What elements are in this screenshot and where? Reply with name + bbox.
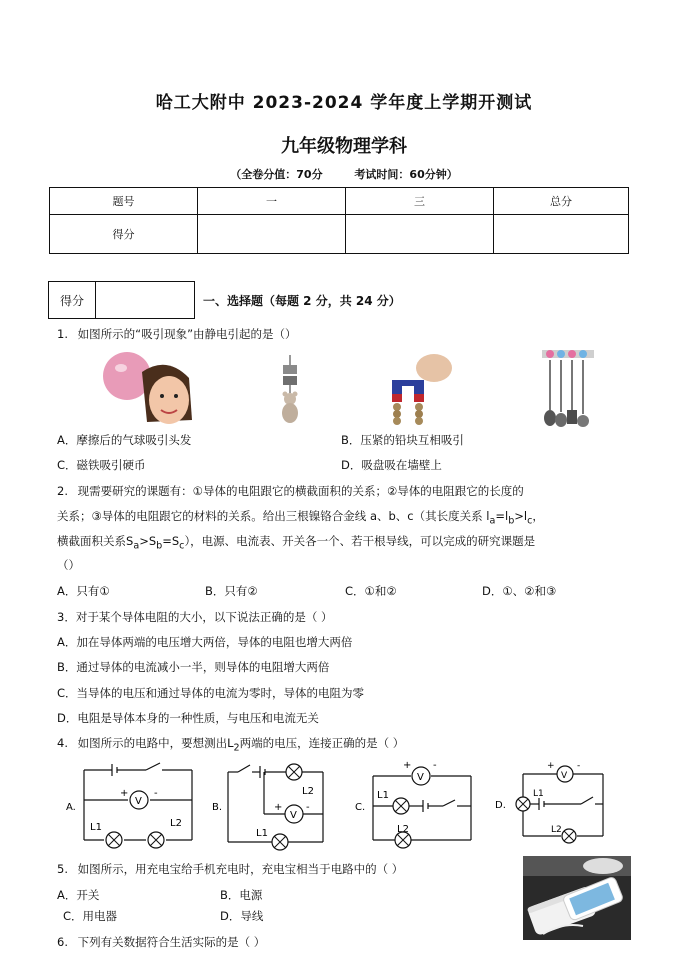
svg-text:V: V: [561, 771, 568, 781]
question-2-line-3: 横截面积关系$S_a>S_b=S_c$），电源、电流表、开关各一个、若干根导线，可以完成的研究课题是: [57, 534, 536, 552]
svg-text:+: +: [120, 788, 129, 799]
q-number: 6.: [57, 935, 68, 949]
teddy-body-shape: [282, 403, 298, 423]
question-4: 4. 如图所示的电路中，要想测出$L_2$两端的电压，连接正确的是（ ）: [57, 736, 405, 754]
q-text: 如图所示的“吸引现象”由静电引起的是（）: [77, 327, 297, 341]
q5-option-d: D．导线: [220, 909, 264, 923]
score-header-cell: 一: [198, 188, 346, 215]
question-2-line-4: （）: [57, 558, 80, 572]
q-text: 对于某个导体电阻的大小，以下说法正确的是（ ）: [75, 610, 333, 624]
grade-label: 得分: [49, 282, 96, 318]
svg-text:L1: L1: [533, 789, 544, 799]
lead-blocks-teddy-image: [273, 355, 307, 427]
circuit-diagram-c: [353, 760, 483, 852]
lead-block-shape: [283, 376, 297, 385]
score-header-cell: 三: [346, 188, 494, 215]
svg-text:L1: L1: [256, 828, 268, 839]
svg-text:L1: L1: [377, 790, 389, 801]
q2-option-a: A．只有①: [57, 584, 110, 598]
svg-text:+: +: [403, 760, 412, 771]
svg-text:V: V: [290, 810, 297, 821]
circuit-a-label: A.: [66, 802, 76, 813]
score-header-cell: 总分: [494, 188, 629, 215]
exam-time: 考试时间：60分钟）: [354, 168, 458, 181]
q-number: 3．: [57, 610, 76, 624]
suction-cup-shape: [546, 350, 554, 358]
q3-option-a: A．加在导体两端的电压增大两倍，导体的电阻也增大两倍: [57, 635, 353, 649]
score-cell: [494, 215, 629, 254]
section-grade-box: [48, 281, 195, 319]
question-2-line-1: 2. 现需要研究的课题有：①导体的电阻跟它的横截面积的关系；②导体的电阻跟它的长度的: [57, 484, 524, 498]
circuit-diagram-a: [62, 760, 202, 852]
section-title: 一、选择题（每题 2 分，共 24 分）: [203, 294, 401, 308]
question-6: 6. 下列有关数据符合生活实际的是（ ）: [57, 935, 266, 949]
svg-text:L1: L1: [90, 822, 102, 833]
question-1: [57, 326, 297, 342]
svg-text:-: -: [154, 788, 158, 799]
svg-text:+: +: [274, 802, 283, 813]
svg-text:V: V: [417, 772, 424, 783]
q-number: 4.: [57, 736, 68, 750]
q1-option-b: B．压紧的铅块互相吸引: [341, 433, 464, 447]
svg-text:-: -: [433, 760, 437, 771]
grade-blank: [96, 282, 194, 318]
face-shape: [149, 376, 189, 424]
q-number: 5.: [57, 862, 68, 876]
coin-shape: [393, 403, 401, 411]
svg-text:L2: L2: [551, 825, 562, 835]
score-table: [49, 187, 629, 254]
magnet-coins-image: [384, 350, 460, 426]
exam-meta: [0, 166, 688, 182]
svg-text:-: -: [306, 802, 310, 813]
q5-option-b: B．电源: [220, 888, 263, 902]
q5-option-a: A．开关: [57, 888, 100, 902]
question-3: [57, 609, 332, 625]
circuit-d-label: D.: [495, 800, 506, 811]
q3-option-d: D．电阻是导体本身的一种性质，与电压和电流无关: [57, 711, 319, 725]
power-bank-phone-image: [523, 856, 631, 940]
svg-text:+: +: [547, 761, 555, 771]
svg-text:L2: L2: [302, 786, 314, 797]
circuit-c-label: C.: [355, 802, 366, 813]
q2-option-d: D．①、②和③: [482, 584, 557, 598]
subject-title: 九年级物理学科: [281, 136, 407, 157]
score-cell: [346, 215, 494, 254]
question-5: 5. 如图所示，用充电宝给手机充电时，充电宝相当于电路中的（ ）: [57, 862, 404, 876]
suction-cup-utensils-image: [540, 348, 596, 428]
balloon-hair-image: [97, 350, 197, 430]
score-header-cell: 题号: [50, 188, 198, 215]
exam-title: 哈工大附中 2023-2024 学年度上学期开测试: [155, 93, 533, 113]
svg-text:V: V: [135, 796, 142, 807]
question-2-line-2: 关系；③导体的电阻跟它的材料的关系。给出三根镍铬合金线 a、b、c（其长度关系 $l_a=l_b>l_c$，: [57, 509, 544, 527]
circuit-diagram-d: [493, 760, 618, 852]
circuit-b-label: B.: [212, 802, 223, 813]
q-number: 2.: [57, 484, 68, 498]
q1-option-d: D．吸盘吸在墙壁上: [341, 458, 442, 472]
svg-text:-: -: [577, 761, 581, 771]
q5-option-c: C．用电器: [63, 909, 118, 923]
q3-option-b: B．通过导体的电流减小一半，则导体的电阻增大两倍: [57, 660, 330, 674]
q-number: 1.: [57, 327, 68, 341]
svg-text:L2: L2: [170, 818, 182, 829]
hand-shape: [416, 354, 452, 382]
q3-option-c: C．当导体的电压和通过导体的电流为零时，导体的电阻为零: [57, 686, 365, 700]
q1-option-c: C．磁铁吸引硬币: [57, 458, 146, 472]
svg-text:L2: L2: [397, 824, 409, 835]
q1-option-a: A．摩擦后的气球吸引头发: [57, 433, 192, 447]
q2-option-c: C．①和②: [345, 584, 397, 598]
q2-option-b: B．只有②: [205, 584, 258, 598]
full-score: （全卷分值：70分: [230, 168, 323, 181]
circuit-diagram-b: [208, 760, 338, 852]
ladle-shape: [544, 410, 556, 426]
score-row-label: 得分: [50, 215, 198, 254]
lead-block-shape: [283, 365, 297, 374]
score-cell: [198, 215, 346, 254]
